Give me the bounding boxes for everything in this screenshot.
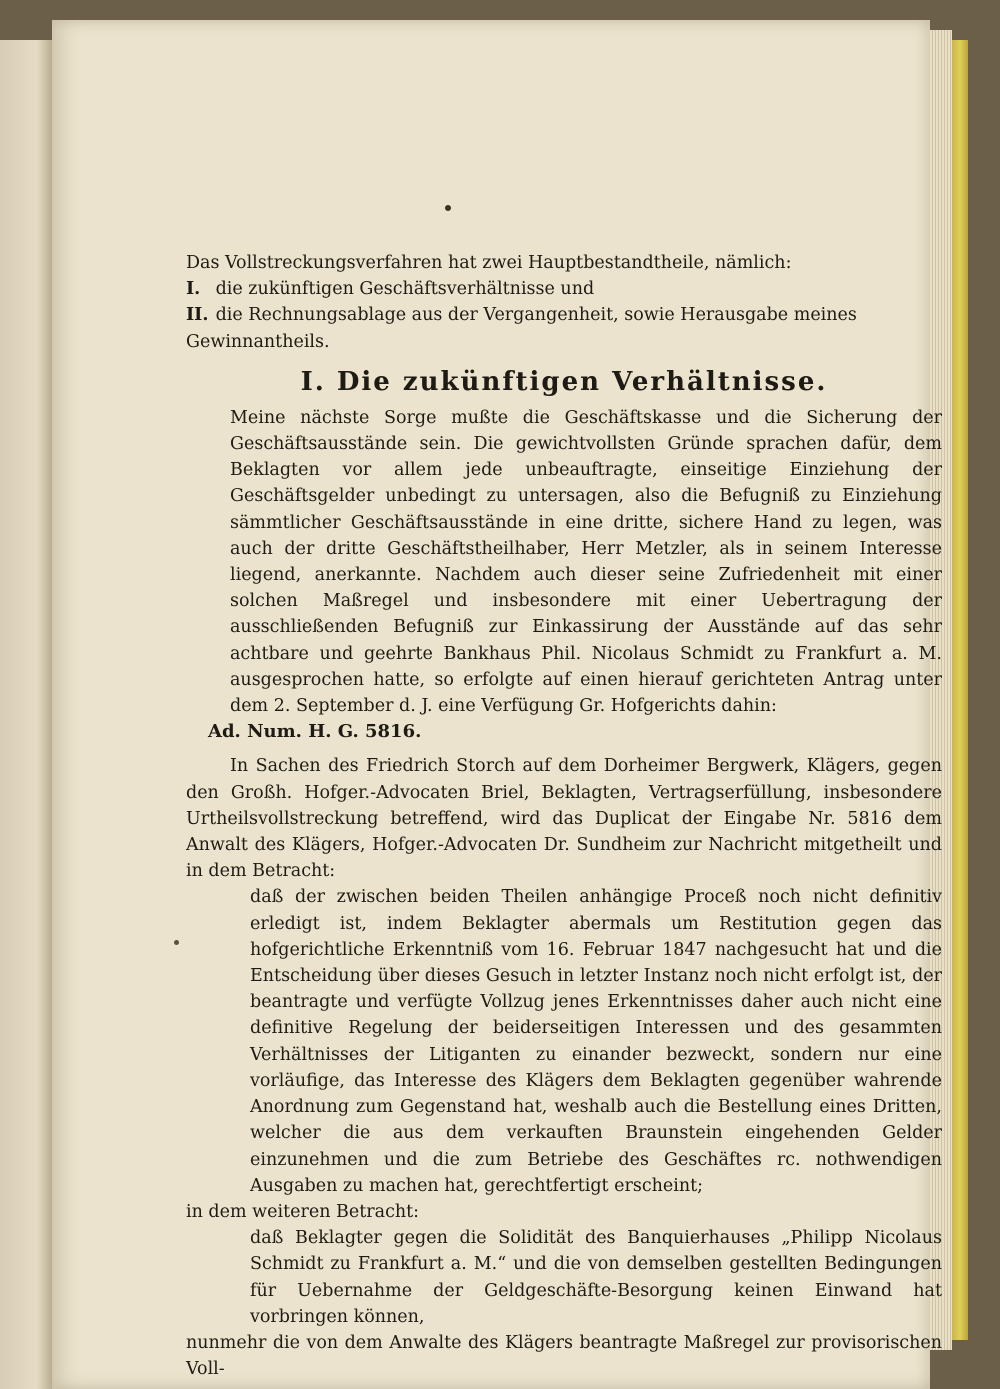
list-item — [186, 302, 942, 354]
page-text — [186, 250, 942, 1382]
paragraph: In Sachen des Friedrich Storch auf dem Dorheimer Bergwerk, Klägers, gegen den Großh. Hofger.-Advocaten Briel, Beklagten, Vertragserfüllung, insbesondere Urtheilsvollstreckung betreffend, wird das Duplicat der Eingabe Nr. 5816 dem Anwalt des Klägers, Hofger.-Advocaten Dr. Sundheim zur Nachricht mitgetheilt und in dem Betracht: — [186, 756, 942, 882]
item-text: die zukünftigen Geschäftsverhältnisse und — [215, 279, 595, 300]
ink-dot — [174, 940, 179, 945]
paragraph: nunmehr die von dem Anwalte des Klägers beantragte Maßregel zur provisorischen Voll- — [186, 1332, 942, 1380]
list-item — [186, 276, 942, 302]
paragraph: daß der zwischen beiden Theilen anhängige Proceß noch nicht definitiv erledigt ist, indem Beklagter abermals um Restitution gegen das hofgerichtliche Erkenntniß vom 16. Februar 1847 nachgesucht hat und die Entscheidung über dieses Gesuch in letzter Instanz noch nicht erfolgt ist, der beantragte und verfügte Vollzug jenes Erkenntnisses daher auch nicht eine definitive Regelung der beiderseitigen Interessen und des gesammten Verhältnisses der Litiganten zu einander bezweckt, sondern nur eine vorläufige, das Interesse des Klägers dem Beklagten gegenüber wahrende Anordnung zum Gegenstand hat, weshalb auch die Bestellung eines Dritten, welcher die aus dem verkauften Braunstein eingehenden Gelder einzunehmen und die zum Betriebe des Geschäftes rc. nothwendigen Ausgaben zu machen hat, gerechtfertigt erscheint; — [250, 887, 942, 1196]
paragraph: daß Beklagter gegen die Solidität des Banquierhauses „Philipp Nicolaus Schmidt zu Frankfurt a. M.“ und die von demselben gestellten Bedingungen für Uebernahme der Geldgeschäfte-Besorgung keinen Einwand hat vorbringen können, — [250, 1228, 942, 1327]
paragraph: Meine nächste Sorge mußte die Geschäftskasse und die Sicherung der Geschäftsausstände sein. Die gewichtvollsten Gründe sprachen dafür, dem Beklagten vor allem jede unbeauftragte, einseitige Einziehung der Geschäftsgelder unbedingt zu untersagen, also die Befugniß zu Einziehung sämmtlicher Geschäftsausstände in eine dritte, sichere Hand zu legen, was auch der dritte Geschäftstheilhaber, Herr Metzler, als in seinem Interesse liegend, anerkannte. Nachdem auch dieser seine Zufriedenheit mit einer solchen Maßregel und insbesondere mit einer Uebertragung der ausschließenden Befugniß zur Einkassirung der Ausstände auf das sehr achtbare und geehrte Bankhaus Phil. Nicolaus Schmidt zu Frankfurt a. M. ausgesprochen hatte, so erfolgte auf einen hierauf gerichteten Antrag unter dem 2. September d. J. eine Verfügung Gr. Hofgerichts dahin: — [230, 407, 942, 717]
gilt-page-edge — [952, 40, 968, 1340]
intro-line: Das Vollstreckungsverfahren hat zwei Hauptbestandtheile, nämlich: — [186, 253, 792, 273]
item-number: II. — [186, 305, 209, 326]
section-heading: I. Die zukünftigen Verhältnisse. — [300, 366, 828, 397]
ink-dot — [445, 205, 451, 211]
paragraph: in dem weiteren Betracht: — [186, 1201, 420, 1222]
left-page-edge — [0, 40, 52, 1389]
item-number: I. — [186, 279, 201, 300]
item-text: die Rechnungsablage aus der Vergangenheit, sowie Herausgabe meines Gewinnantheils. — [186, 305, 857, 352]
reference-number: Ad. Num. H. G. 5816. — [208, 721, 422, 743]
